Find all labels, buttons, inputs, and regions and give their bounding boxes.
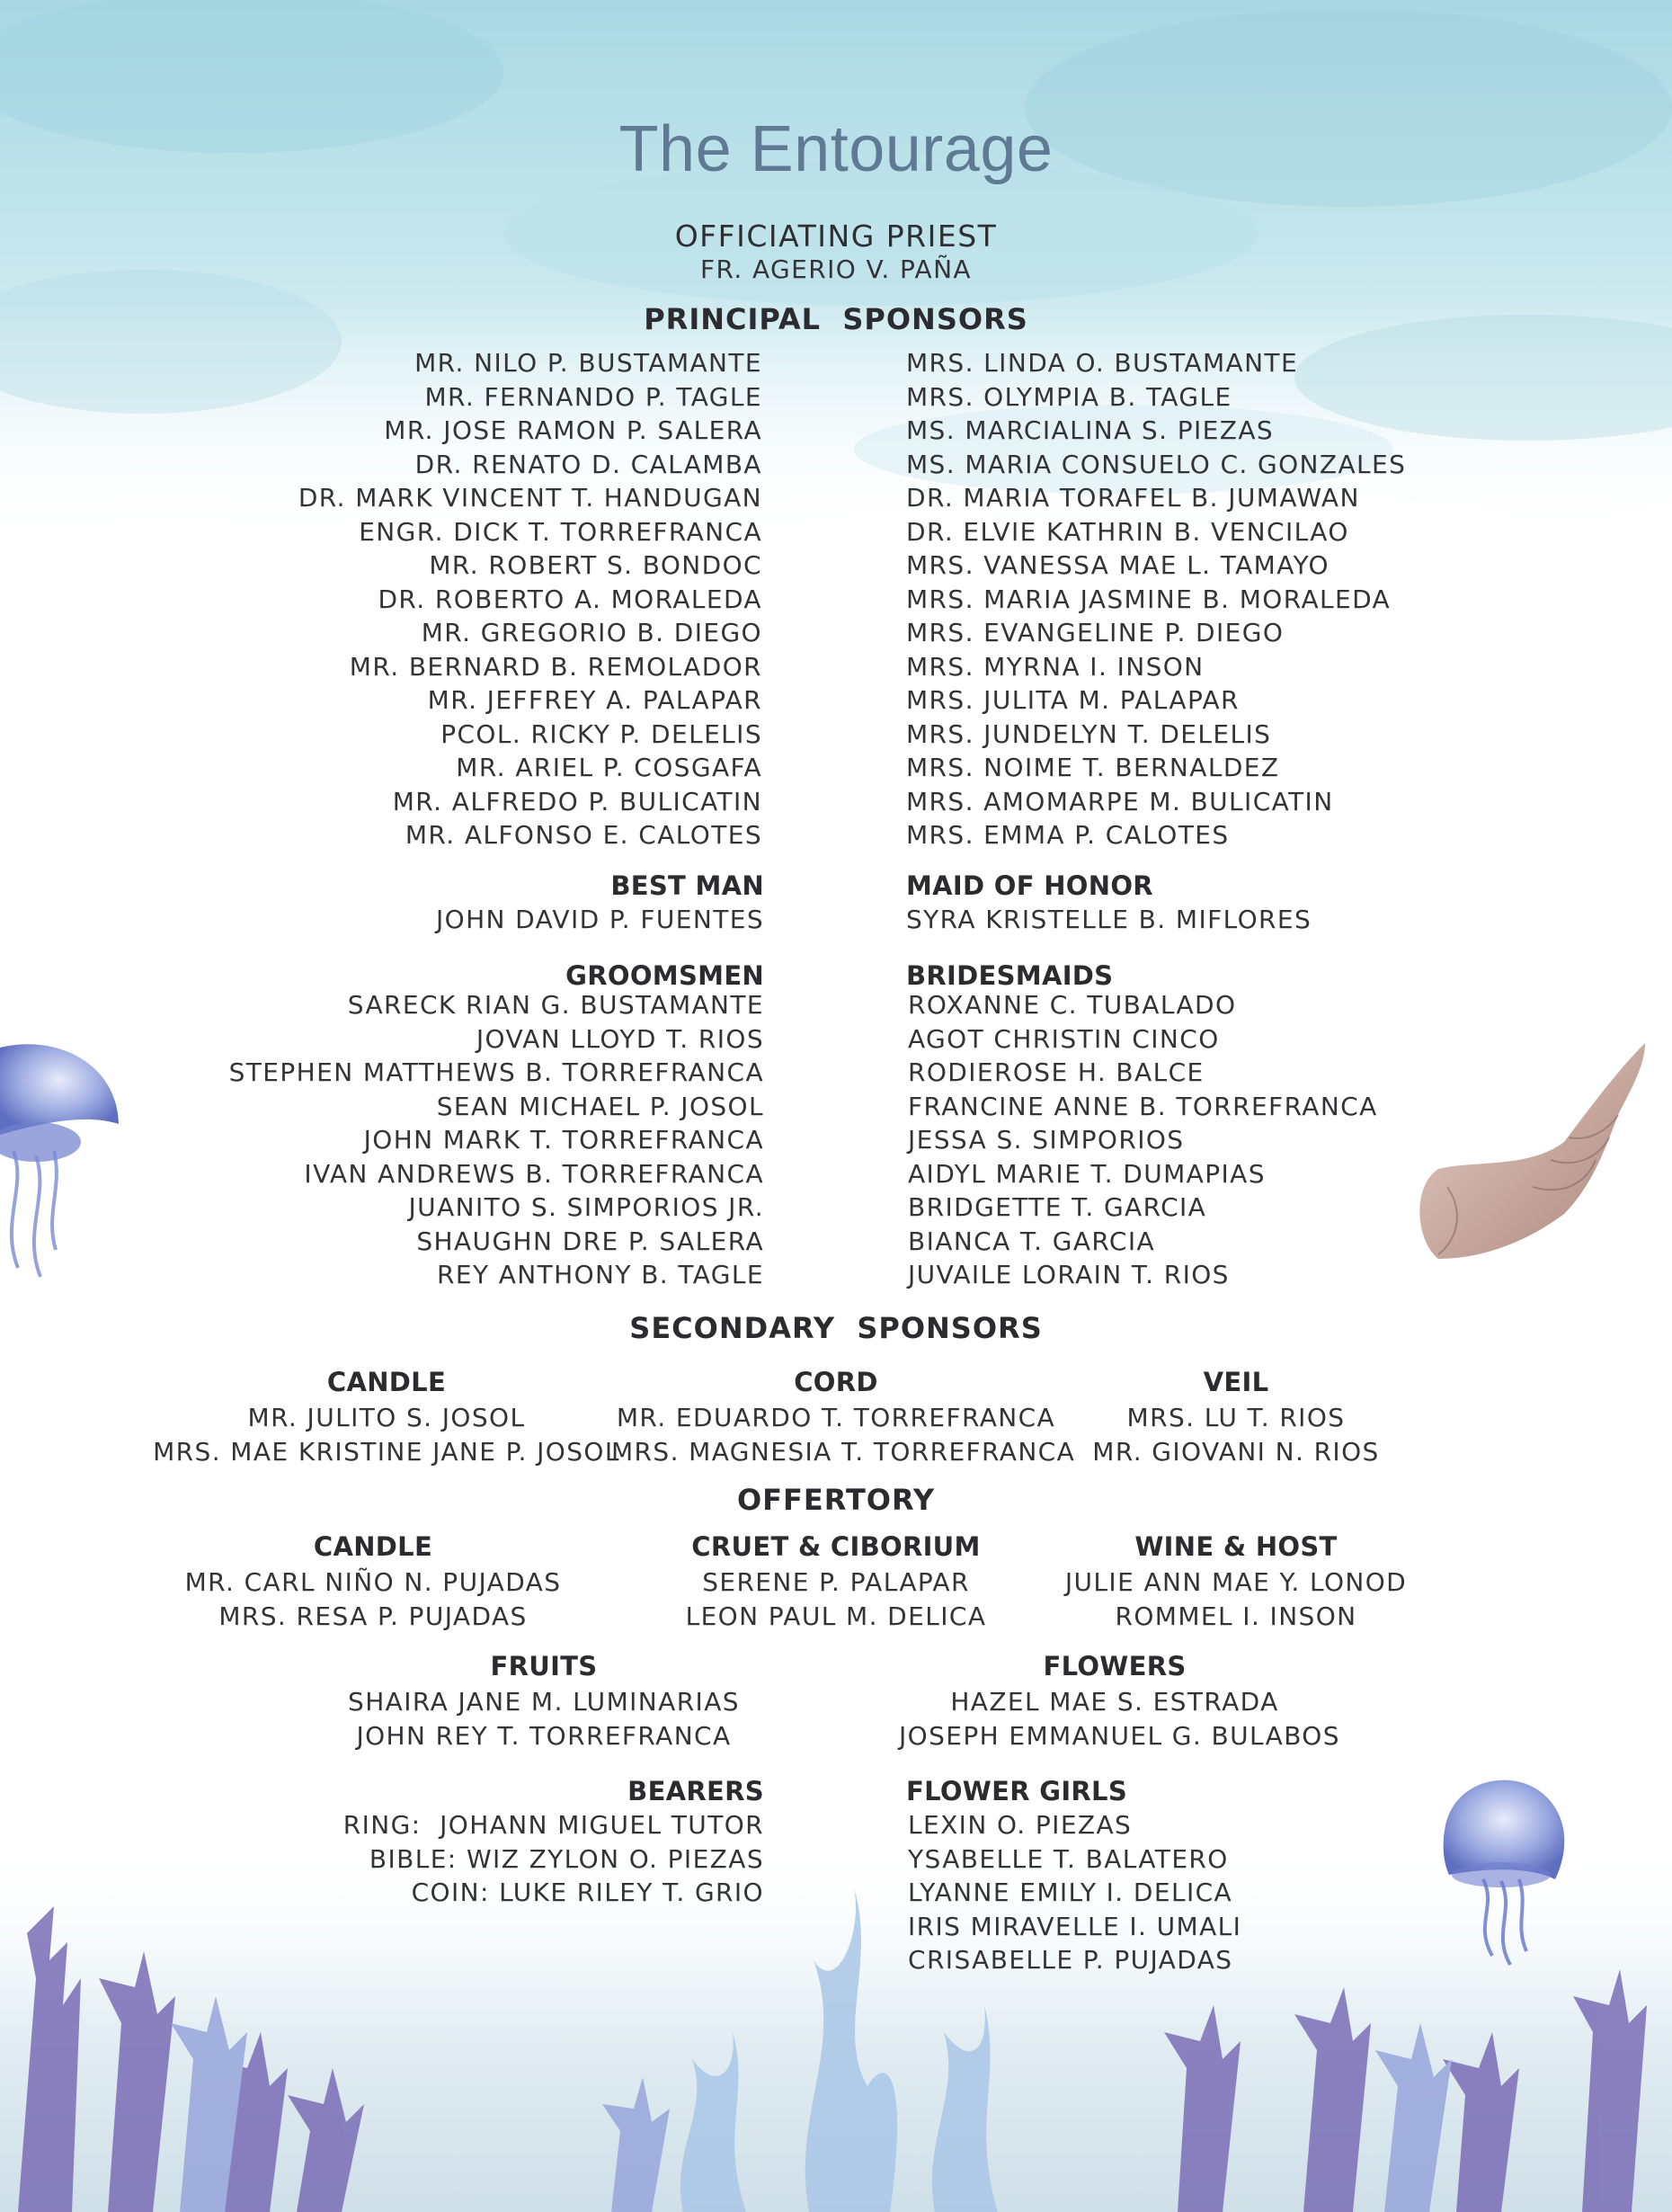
offertory-wine-heading: WINE & HOST xyxy=(1134,1531,1338,1562)
list-item: IRIS MIRAVELLE I. UMALI xyxy=(908,1911,1242,1941)
list-item: MR. JEFFREY A. PALAPAR xyxy=(427,685,762,715)
offertory-cruet-heading: CRUET & CIBORIUM xyxy=(691,1531,981,1562)
list-item: REY ANTHONY B. TAGLE xyxy=(437,1260,764,1289)
list-item: MRS. EVANGELINE P. DIEGO xyxy=(906,618,1285,647)
bearers-heading: BEARERS xyxy=(627,1776,764,1806)
list-item: DR. RENATO D. CALAMBA xyxy=(414,449,762,479)
list-item: MR. ROBERT S. BONDOC xyxy=(429,550,762,580)
list-item: MR. GREGORIO B. DIEGO xyxy=(421,618,762,647)
list-item: LEON PAUL M. DELICA xyxy=(685,1601,987,1631)
secondary-candle-group xyxy=(144,1367,629,1468)
secondary-cord-heading: CORD xyxy=(794,1367,878,1397)
list-item: AGOT CHRISTIN CINCO xyxy=(908,1023,1220,1054)
list-item: JOHN MARK T. TORREFRANCA xyxy=(363,1125,764,1155)
list-item: SHAIRA JANE M. LUMINARIAS xyxy=(348,1687,740,1717)
offertory-wine-group xyxy=(1034,1531,1438,1633)
list-item: BRIDGETTE T. GARCIA xyxy=(908,1192,1207,1222)
groomsmen-heading: GROOMSMEN xyxy=(565,960,764,991)
list-item: RODIEROSE H. BALCE xyxy=(908,1057,1205,1087)
maid-of-honor-heading: MAID OF HONOR xyxy=(906,870,1153,901)
list-item: JESSA S. SIMPORIOS xyxy=(908,1125,1185,1155)
list-item: DR. ELVIE KATHRIN B. VENCILAO xyxy=(906,516,1349,547)
list-item: MR. CARL NIÑO N. PUJADAS xyxy=(184,1567,562,1597)
secondary-sponsors-heading: SECONDARY SPONSORS xyxy=(629,1311,1043,1345)
offertory-cruet-group xyxy=(629,1531,1043,1633)
jellyfish-illustration-left xyxy=(0,1044,119,1277)
bridesmaids-heading: BRIDESMAIDS xyxy=(906,960,1114,991)
best-man-name: JOHN DAVID P. FUENTES xyxy=(435,905,764,934)
secondary-veil-heading: VEIL xyxy=(1203,1367,1269,1397)
principal-sponsors-men-list xyxy=(216,346,762,852)
list-item: MRS. MAE KRISTINE JANE P. JOSOL xyxy=(153,1436,620,1467)
list-item: SHAUGHN DRE P. SALERA xyxy=(416,1226,764,1256)
list-item: MRS. OLYMPIA B. TAGLE xyxy=(906,381,1232,412)
list-item: MRS. MYRNA I. INSON xyxy=(906,651,1205,682)
list-item: MRS. MARIA JASMINE B. MORALEDA xyxy=(906,584,1392,614)
list-item: ENGR. DICK T. TORREFRANCA xyxy=(359,516,762,547)
list-item: COIN: LUKE RILEY T. GRIO xyxy=(411,1878,764,1907)
offertory-candle-group xyxy=(153,1531,593,1633)
list-item: AIDYL MARIE T. DUMAPIAS xyxy=(908,1158,1266,1189)
list-item: MRS. JUNDELYN T. DELELIS xyxy=(906,718,1272,749)
list-item: MR. JOSE RAMON P. SALERA xyxy=(384,415,762,445)
list-item: JULIE ANN MAE Y. LONOD xyxy=(1064,1567,1408,1597)
list-item: JOHN REY T. TORREFRANCA xyxy=(356,1720,732,1751)
list-item: CRISABELLE P. PUJADAS xyxy=(908,1945,1233,1975)
list-item: ROXANNE C. TUBALADO xyxy=(908,990,1237,1020)
offertory-heading: OFFERTORY xyxy=(736,1483,936,1517)
list-item: MRS. EMMA P. CALOTES xyxy=(906,820,1230,850)
list-item: MR. ARIEL P. COSGAFA xyxy=(456,753,762,782)
flower-girls-heading: FLOWER GIRLS xyxy=(906,1776,1128,1806)
list-item: SERENE P. PALAPAR xyxy=(702,1567,970,1597)
list-item: MRS. LU T. RIOS xyxy=(1126,1403,1346,1432)
list-item: MRS. LINDA O. BUSTAMANTE xyxy=(906,348,1299,378)
list-item: MR. ALFONSO E. CALOTES xyxy=(405,820,762,850)
list-item: IVAN ANDREWS B. TORREFRANCA xyxy=(304,1158,764,1189)
officiating-priest-name: FR. AGERIO V. PAÑA xyxy=(700,254,972,284)
offertory-flowers-group xyxy=(899,1651,1340,1753)
list-item: DR. MARK VINCENT T. HANDUGAN xyxy=(298,483,762,513)
list-item: STEPHEN MATTHEWS B. TORREFRANCA xyxy=(228,1057,764,1087)
list-item: ROMMEL I. INSON xyxy=(1115,1601,1357,1631)
list-item: JUANITO S. SIMPORIOS JR. xyxy=(408,1192,764,1222)
list-item: DR. ROBERTO A. MORALEDA xyxy=(378,584,762,614)
page-title: The Entourage xyxy=(618,113,1054,185)
principal-sponsors-women-list xyxy=(906,346,1463,852)
officiating-priest-heading: OFFICIATING PRIEST xyxy=(674,219,998,254)
offertory-fruits-group xyxy=(333,1651,755,1753)
list-item: MRS. JULITA M. PALAPAR xyxy=(906,685,1240,715)
list-item: BIBLE: WIZ ZYLON O. PIEZAS xyxy=(369,1843,764,1874)
list-item: MRS. RESA P. PUJADAS xyxy=(218,1601,528,1631)
list-item: MRS. NOIME T. BERNALDEZ xyxy=(906,753,1280,782)
list-item: FRANCINE ANNE B. TORREFRANCA xyxy=(908,1091,1378,1121)
bridesmaids-list xyxy=(908,988,1429,1292)
list-item: MRS. VANESSA MAE L. TAMAYO xyxy=(906,550,1330,580)
principal-sponsors-heading: PRINCIPAL SPONSORS xyxy=(644,302,1028,336)
secondary-candle-heading: CANDLE xyxy=(326,1367,447,1397)
list-item: SEAN MICHAEL P. JOSOL xyxy=(436,1091,764,1121)
list-item: MS. MARCIALINA S. PIEZAS xyxy=(906,415,1275,445)
list-item: LEXIN O. PIEZAS xyxy=(908,1810,1133,1840)
list-item: JOVAN LLOYD T. RIOS xyxy=(476,1023,764,1054)
list-item: LYANNE EMILY I. DELICA xyxy=(908,1878,1233,1907)
bearers-list xyxy=(306,1808,764,1910)
list-item: MR. EDUARDO T. TORREFRANCA xyxy=(616,1403,1056,1432)
list-item: MR. NILO P. BUSTAMANTE xyxy=(414,348,762,378)
secondary-cord-group xyxy=(611,1367,1076,1468)
offertory-fruits-heading: FRUITS xyxy=(490,1651,598,1681)
list-item: SARECK RIAN G. BUSTAMANTE xyxy=(347,990,764,1020)
offertory-candle-heading: CANDLE xyxy=(313,1531,433,1562)
best-man-heading: BEST MAN xyxy=(610,870,764,901)
list-item: MS. MARIA CONSUELO C. GONZALES xyxy=(906,449,1407,479)
list-item: MR. JULITO S. JOSOL xyxy=(247,1403,526,1432)
seashell-illustration xyxy=(1419,1043,1645,1259)
list-item: MR. FERNANDO P. TAGLE xyxy=(424,381,762,412)
list-item: JOSEPH EMMANUEL G. BULABOS xyxy=(899,1720,1340,1751)
list-item: HAZEL MAE S. ESTRADA xyxy=(950,1687,1279,1717)
secondary-veil-group xyxy=(1061,1367,1411,1468)
list-item: JUVAILE LORAIN T. RIOS xyxy=(908,1260,1230,1289)
list-item: MR. ALFREDO P. BULICATIN xyxy=(392,786,762,816)
list-item: PCOL. RICKY P. DELELIS xyxy=(440,718,762,749)
list-item: MRS. AMOMARPE M. BULICATIN xyxy=(906,786,1334,816)
list-item: MR. BERNARD B. REMOLADOR xyxy=(349,651,762,682)
list-item: RING: JOHANN MIGUEL TUTOR xyxy=(342,1810,764,1840)
list-item: YSABELLE T. BALATERO xyxy=(908,1843,1229,1874)
list-item: MRS. MAGNESIA T. TORREFRANCA xyxy=(611,1436,1076,1467)
offertory-flowers-heading: FLOWERS xyxy=(1043,1651,1187,1681)
list-item: BIANCA T. GARCIA xyxy=(908,1226,1156,1256)
groomsmen-list xyxy=(216,988,764,1292)
list-item: MR. GIOVANI N. RIOS xyxy=(1092,1436,1380,1467)
flower-girls-list xyxy=(908,1808,1375,1977)
list-item: DR. MARIA TORAFEL B. JUMAWAN xyxy=(906,483,1360,513)
maid-of-honor-name: SYRA KRISTELLE B. MIFLORES xyxy=(906,905,1312,934)
